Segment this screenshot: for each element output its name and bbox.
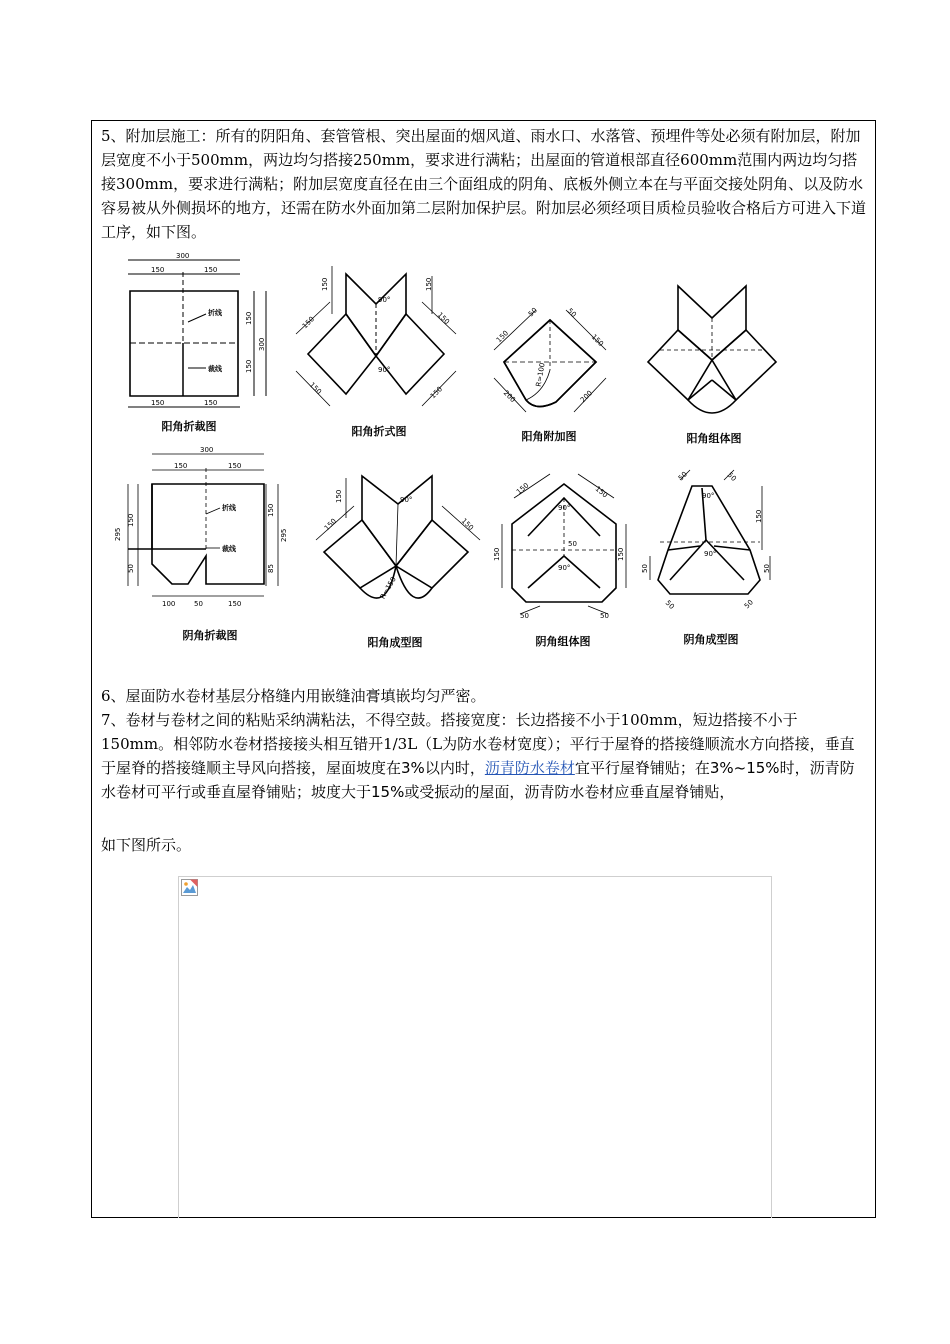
svg-text:150: 150 bbox=[307, 380, 323, 397]
section-7-paragraph bbox=[101, 708, 869, 804]
slope-percent: 3% bbox=[401, 759, 425, 777]
svg-text:150: 150 bbox=[515, 481, 531, 497]
svg-text:折线: 折线 bbox=[222, 504, 236, 512]
svg-text:200: 200 bbox=[501, 388, 517, 405]
slope-percent: 3%~15% bbox=[709, 759, 780, 777]
svg-text:150: 150 bbox=[245, 359, 253, 373]
figure-caption: 阳角成型图 bbox=[367, 636, 423, 649]
section-6-paragraph: 6、屋面防水卷材基层分格缝内用嵌缝油膏填嵌均匀严密。 bbox=[101, 687, 486, 705]
svg-text:150: 150 bbox=[321, 277, 329, 291]
svg-text:300: 300 bbox=[258, 337, 266, 351]
figure-caption: 阴角折裁图 bbox=[182, 629, 238, 642]
svg-text:50: 50 bbox=[565, 306, 578, 319]
svg-text:150: 150 bbox=[589, 332, 605, 349]
svg-text:150: 150 bbox=[617, 547, 625, 561]
section-7-text: 以内时， bbox=[424, 759, 485, 777]
figure-caption: 阳角组体图 bbox=[686, 432, 742, 445]
section-5-paragraph: 5、附加层施工：所有的阴阳角、套管管根、突出屋面的烟风道、雨水口、水落管、预埋件等处必须有附加层，附加层宽度不小于500mm，两边均匀搭接250mm，要求进行满粘；出屋面的管道根部直径600mm范围内两边均匀搭接300mm，要求进行满粘；附加层宽度直径在由三个面组成的阴角、底板外侧立本在与平面交接处阴角、以及防水容易被从外侧损坏的地方，还需在防水外面加第二层附加保护层。附加层必须经项目质检员验收合格后方可进入下道工序，如下图。 bbox=[101, 127, 867, 241]
svg-text:R=150: R=150 bbox=[378, 575, 398, 601]
svg-text:150: 150 bbox=[228, 462, 242, 470]
svg-text:150: 150 bbox=[267, 503, 275, 517]
svg-text:R=100: R=100 bbox=[534, 362, 547, 388]
figure-inside-corner-formed bbox=[640, 466, 780, 616]
svg-text:150: 150 bbox=[425, 277, 433, 291]
svg-text:50: 50 bbox=[194, 600, 203, 608]
svg-text:90°: 90° bbox=[558, 504, 571, 512]
section-7-text: 7、卷材与卷材之间的粘贴采纳满粘法，不得空鼓。搭接宽度：长边搭接不小于100mm，短边搭接不小于150mm。相邻防水卷材搭接接头相互错开1/3L（L为防水卷材宽度）；平行于屋脊的搭接缝顺流水方向搭接，垂直于屋脊的搭接缝顺主导风向搭接，屋面坡度在 bbox=[101, 711, 855, 777]
svg-text:50: 50 bbox=[725, 470, 738, 483]
svg-text:50: 50 bbox=[663, 598, 676, 611]
svg-text:50: 50 bbox=[641, 564, 649, 573]
section-7-text: 宜平行屋脊铺贴；在 bbox=[574, 759, 710, 777]
svg-text:50: 50 bbox=[676, 470, 689, 483]
svg-text:295: 295 bbox=[280, 528, 288, 542]
svg-text:150: 150 bbox=[428, 385, 445, 401]
figure-outside-corner-addition bbox=[486, 300, 616, 420]
svg-text:150: 150 bbox=[335, 489, 343, 503]
svg-text:折线: 折线 bbox=[208, 309, 222, 317]
svg-text:150: 150 bbox=[459, 516, 475, 533]
svg-text:100: 100 bbox=[162, 600, 176, 608]
svg-text:90°: 90° bbox=[378, 296, 391, 304]
svg-text:50: 50 bbox=[520, 612, 529, 620]
svg-text:裁线: 裁线 bbox=[208, 365, 222, 373]
svg-text:150: 150 bbox=[245, 311, 253, 325]
svg-text:150: 150 bbox=[593, 484, 610, 500]
svg-text:150: 150 bbox=[300, 315, 317, 331]
svg-text:50: 50 bbox=[763, 564, 771, 573]
svg-text:85: 85 bbox=[267, 564, 275, 573]
embedded-image-placeholder bbox=[178, 876, 772, 1218]
section-8-paragraph: 如下图所示。 bbox=[101, 836, 192, 854]
svg-text:90°: 90° bbox=[704, 550, 717, 558]
svg-text:150: 150 bbox=[204, 266, 218, 274]
svg-text:300: 300 bbox=[176, 252, 190, 260]
section-7-text: 时，沥青防水卷材可平行或垂直屋脊铺贴；坡度大于 bbox=[101, 759, 855, 801]
svg-text:150: 150 bbox=[493, 547, 501, 561]
figure-outside-corner-cut bbox=[118, 252, 278, 417]
figure-caption: 阳角折式图 bbox=[351, 425, 407, 438]
asphalt-membrane-link[interactable]: 沥青防水卷材 bbox=[484, 759, 575, 777]
svg-text:150: 150 bbox=[322, 517, 339, 533]
svg-text:150: 150 bbox=[174, 462, 188, 470]
svg-text:90°: 90° bbox=[702, 492, 715, 500]
svg-text:300: 300 bbox=[200, 446, 214, 454]
figure-caption: 阴角成型图 bbox=[683, 633, 739, 646]
svg-text:150: 150 bbox=[494, 329, 511, 345]
svg-text:裁线: 裁线 bbox=[222, 545, 236, 553]
svg-text:150: 150 bbox=[151, 266, 165, 274]
broken-image-icon bbox=[181, 879, 198, 896]
svg-text:50: 50 bbox=[742, 598, 755, 611]
svg-text:150: 150 bbox=[435, 310, 451, 327]
svg-text:90°: 90° bbox=[558, 564, 571, 572]
figure-outside-corner-fold bbox=[286, 256, 466, 416]
figure-caption: 阳角折裁图 bbox=[161, 420, 217, 433]
svg-text:50: 50 bbox=[600, 612, 609, 620]
svg-text:50: 50 bbox=[526, 306, 539, 319]
figure-outside-corner-assembly bbox=[640, 280, 785, 430]
svg-text:50: 50 bbox=[127, 564, 135, 573]
figure-outside-corner-formed bbox=[308, 470, 488, 620]
svg-text:150: 150 bbox=[204, 399, 218, 407]
svg-text:90°: 90° bbox=[378, 366, 391, 374]
figure-inside-corner-assembly bbox=[494, 474, 634, 619]
svg-text:150: 150 bbox=[755, 509, 763, 523]
figure-caption: 阴角组体图 bbox=[535, 635, 591, 648]
figure-inside-corner-cut bbox=[108, 444, 298, 614]
figure-caption: 阳角附加图 bbox=[521, 430, 577, 443]
svg-text:150: 150 bbox=[127, 513, 135, 527]
svg-text:50: 50 bbox=[568, 540, 577, 548]
section-7-text: 或受振动的屋面，沥青防水卷材应垂直屋脊铺贴， bbox=[404, 783, 735, 801]
svg-text:295: 295 bbox=[114, 527, 122, 541]
svg-text:150: 150 bbox=[228, 600, 242, 608]
svg-text:90°: 90° bbox=[400, 496, 413, 504]
slope-percent: 15% bbox=[371, 783, 405, 801]
svg-text:150: 150 bbox=[151, 399, 165, 407]
svg-text:200: 200 bbox=[578, 389, 595, 405]
